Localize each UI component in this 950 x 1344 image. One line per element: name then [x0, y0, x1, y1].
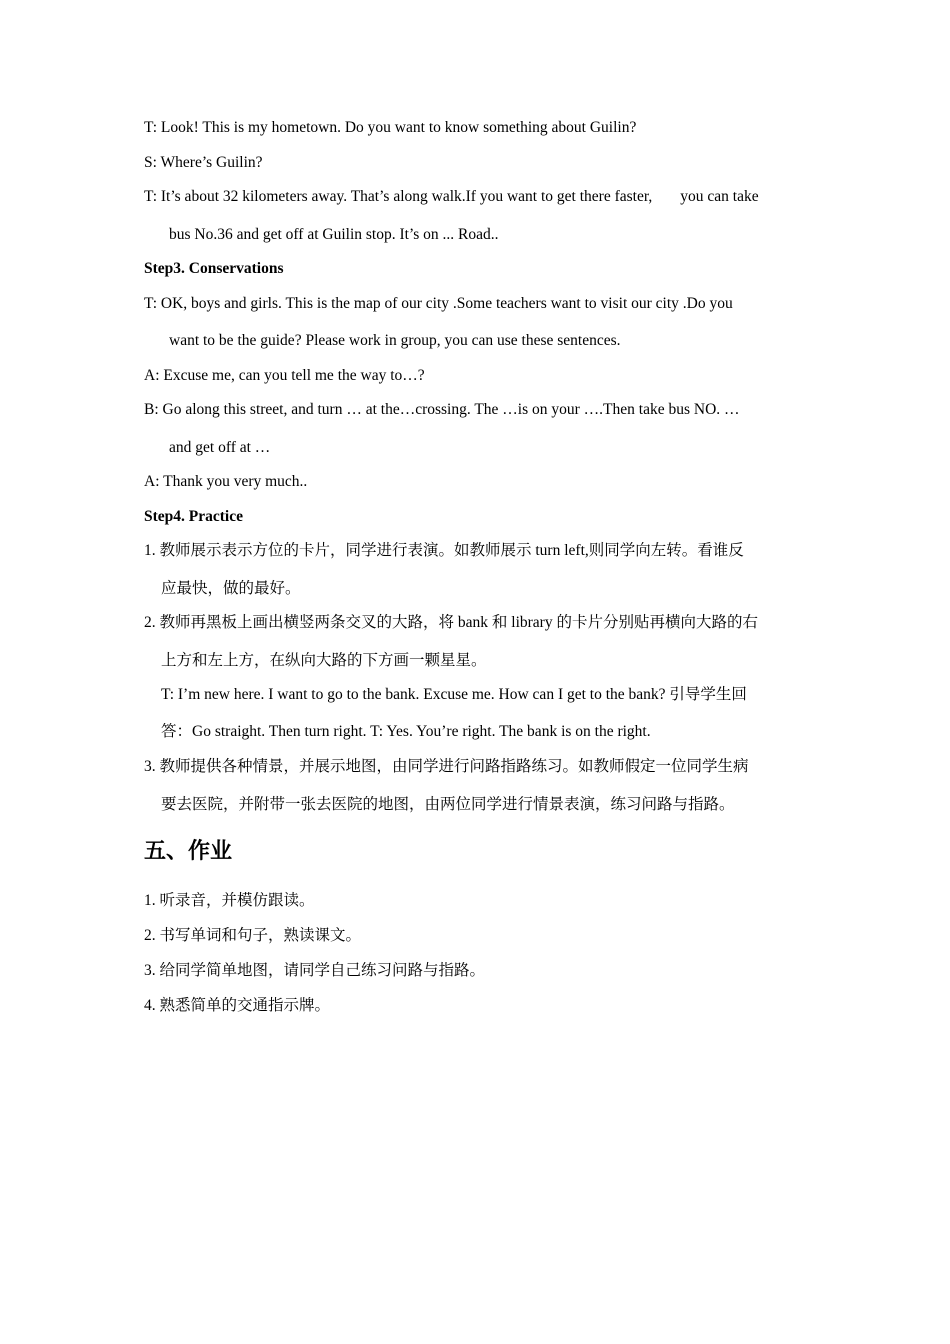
- dialogue-teacher-line-2-part-a: T: It’s about 32 kilometers away. That’s along walk.If you want to get there faster,: [144, 188, 653, 205]
- dialogue-teacher-line-2: [144, 187, 759, 207]
- dialogue-teacher-line-1: T: Look! This is my hometown. Do you want to know something about Guilin?: [144, 119, 637, 136]
- step3-teacher-line-1: T: OK, boys and girls. This is the map of our city .Some teachers want to visit our city .Do you: [144, 295, 733, 312]
- step4-item-1-line-2: 应最快，做的最好。: [161, 580, 301, 597]
- homework-item: 3. 给同学简单地图，请同学自己练习问路与指路。: [144, 962, 486, 979]
- step3-a-line-1: A: Excuse me, can you tell me the way to…?: [144, 367, 425, 384]
- dialogue-teacher-line-2-continued: bus No.36 and get off at Guilin stop. It’s on ... Road..: [169, 226, 499, 243]
- homework-item: 1. 听录音，并模仿跟读。: [144, 892, 315, 909]
- step4-item-1-line-1: 1. 教师展示表示方位的卡片，同学进行表演。如教师展示 turn left,则同学向左转。看谁反: [144, 542, 744, 559]
- step3-b-line-1: B: Go along this street, and turn … at the…crossing. The …is on your ….Then take bus NO. …: [144, 401, 740, 418]
- step4-item-3-line-1: 3. 教师提供各种情景，并展示地图，由同学进行问路指路练习。如教师假定一位同学生病: [144, 758, 749, 775]
- dialogue-teacher-line-2-part-b: you can take: [680, 188, 759, 205]
- step4-item-2-line-1: 2. 教师再黑板上画出横竖两条交叉的大路，将 bank 和 library 的卡片分别贴再横向大路的右: [144, 614, 758, 631]
- step3-a-line-2: A: Thank you very much..: [144, 473, 308, 490]
- step4-heading: Step4. Practice: [144, 508, 243, 525]
- step4-item-3-line-2: 要去医院，并附带一张去医院的地图，由两位同学进行情景表演，练习问路与指路。: [161, 796, 735, 813]
- step4-item-2-line-2: 上方和左上方，在纵向大路的下方画一颗星星。: [161, 652, 487, 669]
- dialogue-student-line-1: S: Where’s Guilin?: [144, 154, 263, 171]
- step4-item-2-line-4: 答：Go straight. Then turn right. T: Yes. You’re right. The bank is on the right.: [161, 723, 651, 740]
- step3-heading: Step3. Conservations: [144, 260, 284, 277]
- homework-item: 4. 熟悉简单的交通指示牌。: [144, 997, 331, 1014]
- step4-item-2-line-3: T: I’m new here. I want to go to the bank. Excuse me. How can I get to the bank? 引导学生回: [161, 686, 747, 703]
- step3-b-line-2: and get off at …: [169, 439, 271, 456]
- homework-item: 2. 书写单词和句子，熟读课文。: [144, 927, 362, 944]
- step3-teacher-line-2: want to be the guide? Please work in group, you can use these sentences.: [169, 332, 621, 349]
- homework-heading: 五、作业: [144, 839, 233, 864]
